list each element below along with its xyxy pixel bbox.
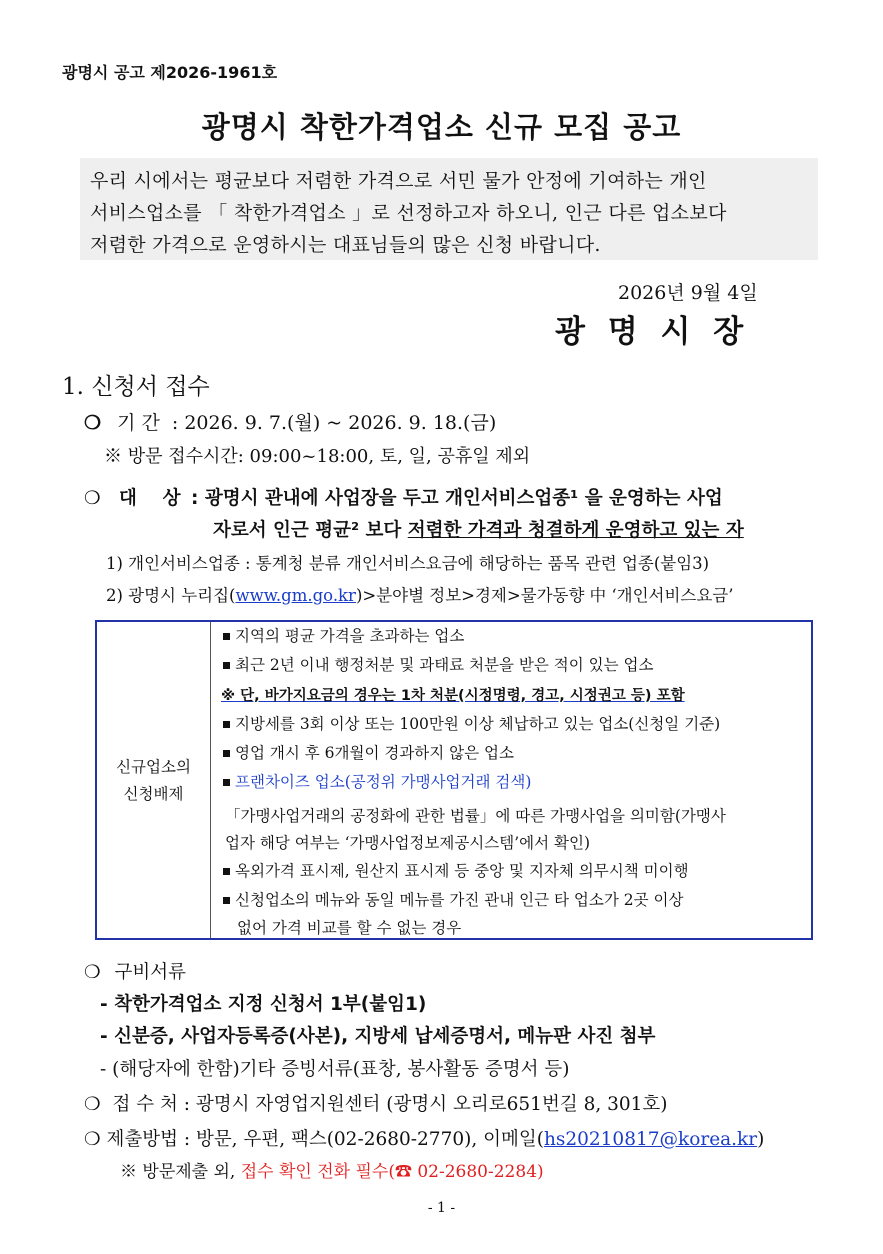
submission-text: ❍ 제출방법 : 방문, 우편, 팩스(02-2680-2770), 이메일( bbox=[84, 1129, 544, 1150]
square-bullet-icon bbox=[223, 721, 230, 728]
exclusion-label: 신청배제 bbox=[123, 785, 184, 803]
square-bullet-icon bbox=[223, 868, 230, 875]
visit-hours-note: ※ 방문 접수시간: 09:00~18:00, 토, 일, 공휴일 제외 bbox=[104, 446, 531, 467]
franchise-link[interactable]: 프랜차이즈 업소(공정위 가맹사업거래 검색) bbox=[235, 773, 532, 791]
exclusion-label: 신규업소의 bbox=[116, 758, 191, 776]
target-row bbox=[84, 484, 723, 510]
section-title: 1. 신청서 접수 bbox=[62, 374, 210, 400]
franchise-note: 업자 해당 여부는 ‘가맹사업정보제공시스템’에서 확인) bbox=[225, 834, 591, 852]
list-item-text: 최근 2년 이내 행정처분 및 과태료 처분을 받은 적이 있는 업소 bbox=[235, 656, 654, 674]
target-label: 대 상 bbox=[119, 488, 181, 509]
intro-line: 서비스업소를 「 착한가격업소 」로 선정하고자 하오니, 인근 다른 업소보다 bbox=[90, 202, 727, 224]
circle-bullet-icon: ❍ bbox=[84, 488, 101, 509]
email-link[interactable]: hs20210817@korea.kr bbox=[543, 1129, 758, 1150]
list-item-text: 영업 개시 후 6개월이 경과하지 않은 업소 bbox=[235, 744, 514, 762]
notice-number: 광명시 공고 제2026-1961호 bbox=[62, 63, 278, 82]
page-title: 광명시 착한가격업소 신규 모집 공고 bbox=[201, 110, 682, 144]
visit-note bbox=[120, 1157, 544, 1182]
square-bullet-icon bbox=[223, 897, 230, 904]
list-item-continuation: 없어 가격 비교를 할 수 없는 경우 bbox=[237, 919, 462, 937]
square-bullet-icon bbox=[223, 750, 230, 757]
target-line1: : 광명시 관내에 사업장을 두고 개인서비스업종¹ 을 운영하는 사업 bbox=[191, 488, 723, 509]
list-item bbox=[223, 770, 531, 792]
documents-label: 구비서류 bbox=[114, 962, 186, 983]
square-bullet-icon bbox=[223, 662, 230, 669]
circle-bullet-icon: ❍ bbox=[84, 1094, 107, 1115]
document-item: - 신분증, 사업자등록증(사본), 지방세 납세증명서, 메뉴판 사진 첨부 bbox=[100, 1026, 656, 1047]
submission-row bbox=[84, 1125, 764, 1151]
intro-box bbox=[80, 158, 818, 260]
period-row bbox=[84, 408, 496, 435]
list-item-text: 옥외가격 표시제, 원산지 표시제 등 중앙 및 지자체 의무시책 미이행 bbox=[235, 862, 689, 880]
list-item bbox=[223, 653, 654, 675]
list-item bbox=[223, 624, 464, 646]
submission-text-end: ) bbox=[757, 1129, 765, 1150]
list-item bbox=[223, 712, 720, 734]
franchise-note: 「가맹사업거래의 공정화에 관한 법률」에 따른 가맹사업을 의미함(가맹사 bbox=[225, 807, 726, 825]
period-value: : 2026. 9. 7.(월) ~ 2026. 9. 18.(금) bbox=[171, 412, 497, 434]
footnote-2-text-end: )>분야별 정보>경제>물가동향 中 ‘개인서비스요금’ bbox=[355, 586, 734, 605]
exception-note: ※ 단, 바가지요금의 경우는 1차 처분(시정명령, 경고, 시정권고 등) 포함 bbox=[221, 688, 685, 704]
target-line2-emphasis: 저렴한 가격과 청결하게 운영하고 있는 자 bbox=[407, 520, 744, 541]
intro-line: 우리 시에서는 평균보다 저렴한 가격으로 서민 물가 안정에 기여하는 개인 bbox=[90, 170, 707, 192]
notice-date: 2026년 9월 4일 bbox=[618, 282, 758, 304]
document-item: - (해당자에 한함)기타 증빙서류(표창, 봉사활동 증명서 등) bbox=[100, 1059, 570, 1080]
period-label: 기 간 bbox=[117, 412, 160, 434]
target-line2 bbox=[213, 516, 744, 542]
footnote-2 bbox=[106, 582, 734, 606]
square-bullet-icon bbox=[223, 779, 230, 786]
page-number: - 1 - bbox=[427, 1200, 456, 1216]
reception-row bbox=[84, 1090, 668, 1116]
list-item bbox=[223, 888, 683, 910]
phone-required-note: 접수 확인 전화 필수(☎ 02-2680-2284) bbox=[240, 1162, 544, 1182]
circle-bullet-icon: ❍ bbox=[84, 412, 102, 434]
exclusion-table bbox=[95, 620, 813, 940]
issuer-name: 광 명 시 장 bbox=[555, 314, 750, 350]
target-line2-text: 자로서 인근 평균² 보다 bbox=[213, 520, 408, 541]
list-item bbox=[223, 859, 689, 881]
intro-line: 저렴한 가격으로 운영하시는 대표님들의 많은 신청 바랍니다. bbox=[90, 234, 601, 256]
visit-note-text: ※ 방문제출 외, bbox=[120, 1162, 241, 1182]
circle-bullet-icon: ❍ bbox=[84, 962, 101, 983]
list-item-text: 지방세를 3회 이상 또는 100만원 이상 체납하고 있는 업소(신청일 기준) bbox=[235, 715, 721, 733]
website-link[interactable]: www.gm.go.kr bbox=[235, 586, 356, 605]
list-item-text: 지역의 평균 가격을 초과하는 업소 bbox=[235, 627, 465, 645]
square-bullet-icon bbox=[223, 633, 230, 640]
exclusion-label-cell bbox=[97, 622, 211, 938]
reception-text: 접 수 처 : 광명시 자영업지원센터 (광명시 오리로651번길 8, 301호) bbox=[112, 1094, 668, 1115]
list-item bbox=[223, 741, 514, 763]
list-item-text: 신청업소의 메뉴와 동일 메뉴를 가진 관내 인근 타 업소가 2곳 이상 bbox=[235, 891, 684, 909]
footnote-1: 1) 개인서비스업종 : 통계청 분류 개인서비스요금에 해당하는 품목 관련 업종(붙임3) bbox=[106, 554, 710, 573]
documents-heading bbox=[84, 958, 186, 984]
document-item: - 착한가격업소 지정 신청서 1부(붙임1) bbox=[100, 994, 427, 1015]
footnote-2-text: 2) 광명시 누리집( bbox=[106, 586, 236, 605]
